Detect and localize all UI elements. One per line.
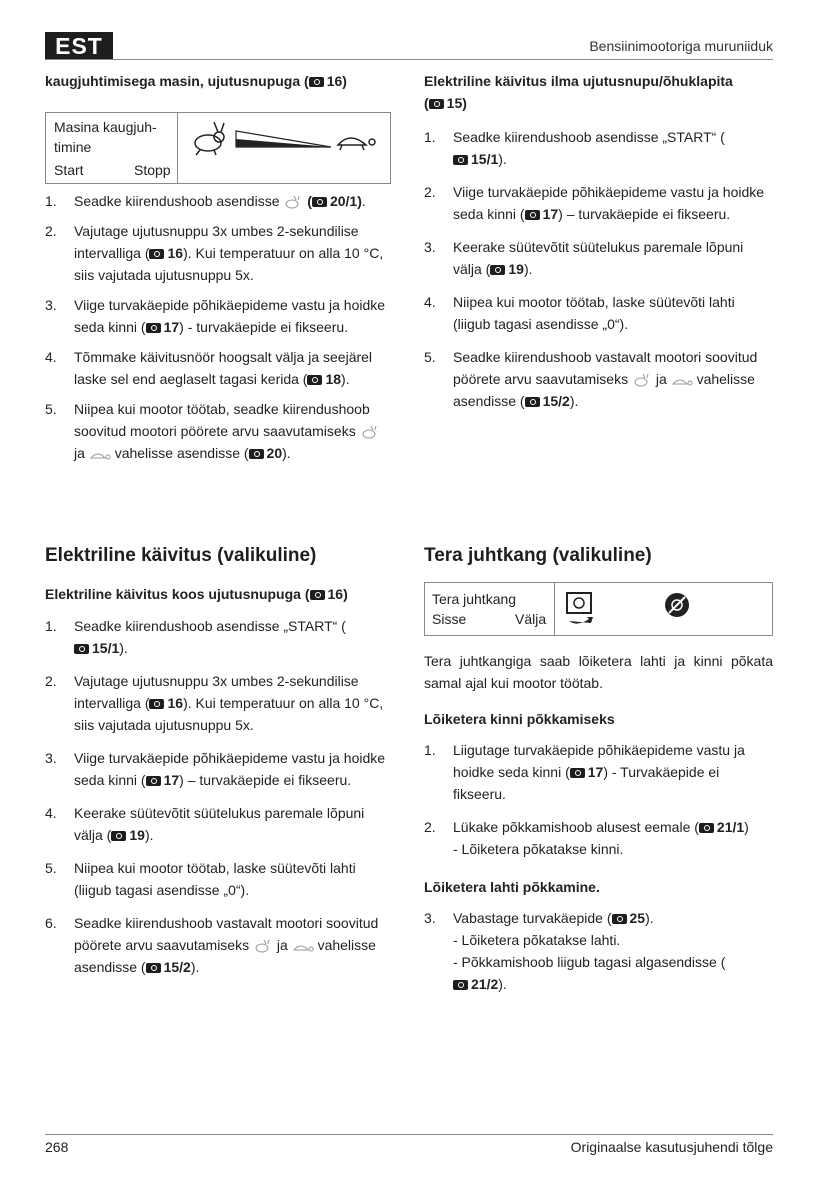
rabbit-icon bbox=[283, 195, 303, 209]
list-item: 2. Lükake põkkamishoob alusest eemale ( 21/1) - Lõiketera põkatakse kinni. bbox=[424, 819, 749, 857]
blade-lever-table bbox=[424, 582, 773, 636]
right-top-section bbox=[424, 70, 773, 412]
footer-rule bbox=[45, 1134, 773, 1135]
subhead-remote-control: kaugjuhtimisega masin, ujutusnupuga ( 16) bbox=[45, 73, 347, 89]
camera-icon bbox=[111, 831, 126, 841]
list-item: 6. Seadke kiirendushoob vastavalt mootori soovitud pöörete arvu saavutamiseks ja vahelisse asendisse ( 15/2). bbox=[45, 915, 379, 975]
camera-icon bbox=[149, 699, 164, 709]
camera-icon bbox=[699, 823, 714, 833]
speed-wedge-graphic bbox=[186, 119, 386, 163]
camera-icon bbox=[146, 776, 161, 786]
blade-disengage-icon bbox=[663, 591, 691, 619]
right-top-steps bbox=[424, 126, 773, 412]
turtle-icon bbox=[671, 375, 693, 387]
left-bottom-section bbox=[45, 545, 391, 978]
list-item: 1. Liigutage turvakäepide põhikäepideme vastu ja hoidke seda kinni ( 17) - Turvakäepide ei fikseeru. bbox=[424, 742, 745, 802]
subhead-blade-engage: Lõiketera kinni põkkamiseks bbox=[424, 711, 615, 727]
heading-blade-lever: Tera juhtkang (valikuline) bbox=[424, 545, 652, 566]
remote-control-table bbox=[45, 112, 391, 184]
list-item: 2. Viige turvakäepide põhikäepideme vastu ja hoidke seda kinni ( 17) – turvakäepide ei fikseeru. bbox=[424, 184, 765, 222]
camera-icon bbox=[309, 77, 324, 87]
table-label-line2: timine bbox=[54, 139, 92, 155]
camera-icon bbox=[453, 155, 468, 165]
blade-engage-steps bbox=[424, 739, 773, 860]
table-label-line1: Masina kaugjuh- bbox=[54, 119, 157, 135]
header-rule bbox=[45, 59, 773, 60]
language-badge: EST bbox=[45, 32, 113, 60]
table-title: Tera juhtkang bbox=[432, 591, 517, 607]
list-item: 4. Tõmmake käivitusnöör hoogsalt välja ja seejärel laske sel end aeglaselt tagasi kerida ( 18). bbox=[45, 349, 373, 387]
camera-icon bbox=[429, 99, 444, 109]
rabbit-icon bbox=[195, 122, 224, 155]
rabbit-icon bbox=[253, 939, 273, 953]
camera-icon bbox=[525, 210, 540, 220]
list-item: 5. Niipea kui mootor töötab, laske süütevõti lahti (liigub tagasi asendisse „0“). bbox=[45, 860, 356, 898]
camera-icon bbox=[249, 449, 264, 459]
camera-icon bbox=[149, 249, 164, 259]
footer-note: Originaalse kasutusjuhendi tõlge bbox=[570, 1139, 773, 1155]
list-item: 5. Seadke kiirendushoob vastavalt mootori soovitud pöörete arvu saavutamiseks ja vahelisse asendisse ( 15/2). bbox=[424, 349, 758, 409]
list-item: 3. Viige turvakäepide põhikäepideme vastu ja hoidke seda kinni ( 17) - turvakäepide ei fikseeru. bbox=[45, 297, 386, 335]
subhead-blade-disengage: Lõiketera lahti põkkamine. bbox=[424, 879, 600, 895]
camera-icon bbox=[312, 197, 327, 207]
camera-icon bbox=[146, 323, 161, 333]
right-bottom-section bbox=[424, 545, 773, 995]
table-stop: Stopp bbox=[134, 162, 171, 178]
turtle-icon bbox=[338, 138, 375, 150]
camera-icon bbox=[570, 768, 585, 778]
document-title: Bensiinimootoriga muruniiduk bbox=[589, 38, 773, 54]
blade-engage-icon bbox=[563, 591, 599, 629]
camera-icon bbox=[525, 397, 540, 407]
camera-icon bbox=[74, 644, 89, 654]
list-item: 4. Niipea kui mootor töötab, laske süütevõti lahti (liigub tagasi asendisse „0“). bbox=[424, 294, 735, 332]
camera-icon bbox=[612, 914, 627, 924]
page-number: 268 bbox=[45, 1139, 69, 1155]
list-item: 4. Keerake süütevõtit süütelukus paremale lõpuni välja ( 19). bbox=[45, 805, 365, 843]
camera-icon bbox=[310, 590, 325, 600]
camera-icon bbox=[453, 980, 468, 990]
table-in: Sisse bbox=[432, 611, 467, 627]
list-item: 1. Seadke kiirendushoob asendisse „START“ (15/1). bbox=[45, 618, 346, 656]
list-item: 2. Vajutage ujutusnuppu 3x umbes 2-sekundilise intervalliga ( 16). Kui temperatuur on alla 10 °C, siis vajutada ujutusnuppu 5x. bbox=[45, 673, 384, 733]
table-out: Välja bbox=[515, 611, 547, 627]
camera-icon bbox=[307, 375, 322, 385]
table-start: Start bbox=[54, 162, 84, 178]
left-bottom-steps bbox=[45, 615, 391, 978]
subhead-electric-start-no-choke: Elektriline käivitus ilma ujutusnupu/õhuklapita ( 15) bbox=[424, 73, 733, 111]
turtle-icon bbox=[89, 449, 111, 461]
list-item: 3. Viige turvakäepide põhikäepideme vastu ja hoidke seda kinni ( 17) – turvakäepide ei fikseeru. bbox=[45, 750, 386, 788]
list-item: 1. Seadke kiirendushoob asendisse „START“ (15/1). bbox=[424, 129, 725, 167]
left-top-steps bbox=[45, 190, 391, 464]
list-item: 2. Vajutage ujutusnuppu 3x umbes 2-sekundilise intervalliga ( 16). Kui temperatuur on alla 10 °C, siis vajutada ujutusnuppu 5x. bbox=[45, 223, 384, 283]
rabbit-icon bbox=[360, 425, 380, 439]
camera-icon bbox=[146, 963, 161, 973]
list-item: 3. Keerake süütevõtit süütelukus paremale lõpuni välja ( 19). bbox=[424, 239, 744, 277]
left-top-section bbox=[45, 70, 391, 464]
blade-disengage-steps bbox=[424, 907, 773, 995]
subhead-electric-start-choke: Elektriline käivitus koos ujutusnupuga ( 16) bbox=[45, 586, 348, 602]
heading-electric-start: Elektriline käivitus (valikuline) bbox=[45, 545, 317, 566]
list-item: 3. Vabastage turvakäepide ( 25). - Lõiketera põkatakse lahti. - Põkkamishoob liigub tagasi algasendisse (21/2). bbox=[424, 910, 726, 992]
list-item: 1. Seadke kiirendushoob asendisse ( 20/1). bbox=[45, 193, 366, 209]
turtle-icon bbox=[292, 941, 314, 953]
list-item: 5. Niipea kui mootor töötab, seadke kiirendushoob soovitud mootori pöörete arvu saavutamiseks ja vahelisse asendisse ( 20). bbox=[45, 398, 391, 464]
blade-lever-intro: Tera juhtkangiga saab lõiketera lahti ja kinni põkata samal ajal kui mootor töötab. bbox=[424, 653, 773, 691]
rabbit-icon bbox=[632, 373, 652, 387]
camera-icon bbox=[490, 265, 505, 275]
